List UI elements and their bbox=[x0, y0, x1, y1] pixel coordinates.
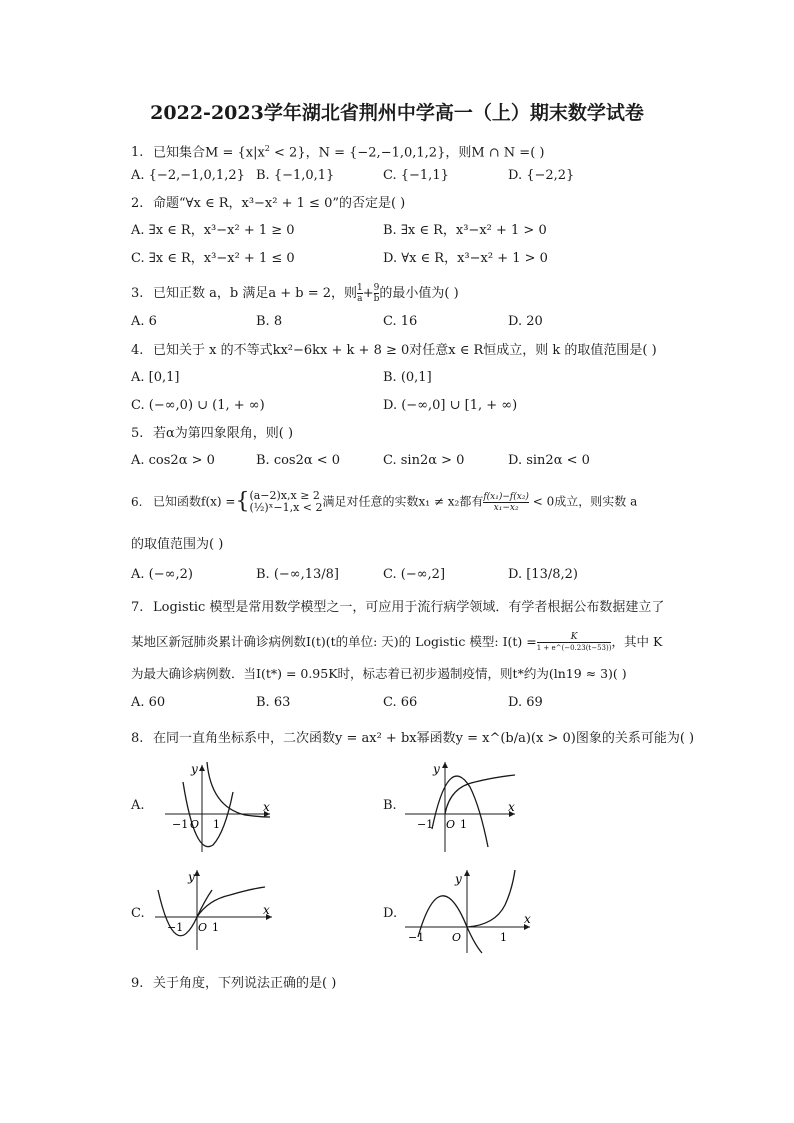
tick-1: 1 bbox=[212, 921, 219, 934]
option-a: A. 6 bbox=[131, 314, 157, 329]
graph-d bbox=[400, 865, 540, 955]
parabola-curve bbox=[432, 776, 488, 847]
origin-label: O bbox=[446, 818, 456, 831]
graph-option-d-label: D. bbox=[383, 906, 398, 921]
question-4: 4. 已知关于 x 的不等式kx²−6kx + k + 8 ≥ 0对任意x ∈ R恒成立，则 k 的取值范围是( ) bbox=[131, 343, 657, 358]
power-curve bbox=[445, 775, 515, 814]
option-c: C. {−1,1} bbox=[383, 168, 449, 183]
question-7-line-3: 为最大确诊病例数．当I(t*) = 0.95K时，标志着已初步遏制疫情，则t*约为(ln19 ≈ 3)( ) bbox=[131, 666, 627, 681]
x-label: x bbox=[524, 912, 531, 926]
brace: { bbox=[235, 489, 250, 514]
option-c: C. 16 bbox=[383, 314, 418, 329]
y-axis-arrow bbox=[194, 870, 200, 876]
fraction: $\frac{\text{f(x₁)−f(x₂)}}{\text{x₁−x₂}}$ bbox=[483, 491, 529, 513]
question-number: 1. bbox=[131, 145, 144, 161]
tick-1: 1 bbox=[213, 818, 220, 831]
option-a: A. {−2,−1,0,1,2} bbox=[131, 168, 245, 183]
question-number: 8. bbox=[131, 731, 144, 746]
graph-c bbox=[150, 865, 280, 955]
option-b: B. 8 bbox=[256, 314, 283, 329]
page-title: 2022-2023学年湖北省荆州中学高一（上）期末数学试卷 bbox=[150, 102, 644, 124]
y-axis-arrow bbox=[464, 870, 470, 876]
x-label: x bbox=[263, 903, 270, 917]
option-a: A. ∃x ∈ R，x³−x² + 1 ≥ 0 bbox=[131, 223, 295, 238]
question-7: 7. Logistic 模型是常用数学模型之一，可应用于流行病学领域．有学者根据公布数据建立了 bbox=[131, 600, 665, 615]
power-curve bbox=[197, 887, 265, 917]
question-2: 2. 命题“∀x ∈ R，x³−x² + 1 ≤ 0”的否定是( ) bbox=[131, 196, 406, 211]
question-8: 8. 在同一直角坐标系中，二次函数y = ax² + bx幂函数y = x^(b/a)(x > 0)图象的关系可能为( ) bbox=[131, 731, 695, 746]
option-b: B. 63 bbox=[256, 695, 291, 710]
option-a: A. [0,1] bbox=[131, 370, 180, 385]
question-number: 7. bbox=[131, 600, 144, 615]
question-number: 4. bbox=[131, 343, 144, 358]
tick-neg1: −1 bbox=[417, 818, 434, 831]
tick-neg1: −1 bbox=[172, 818, 189, 831]
option-b: B. ∃x ∈ R，x³−x² + 1 > 0 bbox=[383, 223, 547, 238]
question-6: 6. 已知函数f(x) ={ (a−2)x,x ≥ 2 (½)ˣ−1,x < 2 满足对任意的实数x₁ ≠ x₂都有 $\frac{\text{f(x₁)−f(x₂)}}{\text{x₁−x₂}}$ < 0成立，则实数 a bbox=[131, 489, 638, 514]
question-7-line-2: 某地区新冠肺炎累计确诊病例数I(t)(t的单位: 天)的 Logistic 模型: I(t) = $\frac{K}{1 + e\^{}(-0.23(t-53))}$ ，其中 K bbox=[131, 632, 663, 652]
option-d: D. (−∞,0] ∪ [1, + ∞) bbox=[383, 398, 518, 413]
option-d: D. sin2α < 0 bbox=[508, 453, 590, 468]
option-b: B. {−1,0,1} bbox=[256, 168, 335, 183]
tick-1: 1 bbox=[460, 818, 467, 831]
origin-label: O bbox=[190, 818, 200, 831]
graph-a bbox=[155, 757, 280, 857]
y-axis-arrow bbox=[199, 765, 205, 771]
option-c: C. ∃x ∈ R，x³−x² + 1 ≤ 0 bbox=[131, 251, 295, 266]
option-a: A. cos2α > 0 bbox=[131, 453, 215, 468]
power-curve bbox=[207, 762, 270, 817]
question-number: 3. bbox=[131, 286, 144, 301]
question-6-continued: 的取值范围为( ) bbox=[131, 537, 224, 552]
option-d: D. ∀x ∈ R，x³−x² + 1 > 0 bbox=[383, 251, 548, 266]
question-3: 3. 已知正数 a，b 满足a + b = 2，则 $\frac{1}{a}$ + $\frac{9}{b}$ 的最小值为( ) bbox=[131, 283, 459, 304]
y-label: y bbox=[191, 762, 198, 776]
tick-1: 1 bbox=[500, 931, 507, 944]
power-curve bbox=[467, 870, 515, 927]
question-9: 9. 关于角度，下列说法正确的是( ) bbox=[131, 976, 337, 991]
question-5: 5. 若α为第四象限角，则( ) bbox=[131, 426, 294, 441]
option-b: B. (0,1] bbox=[383, 370, 432, 385]
option-d: D. 20 bbox=[508, 314, 543, 329]
y-axis-arrow bbox=[442, 762, 448, 768]
option-c: C. 66 bbox=[383, 695, 418, 710]
option-c: C. (−∞,0) ∪ (1, + ∞) bbox=[131, 398, 265, 413]
fraction: $\frac{9}{b}$ bbox=[373, 283, 380, 304]
question-number: 6. bbox=[131, 494, 143, 509]
option-c: C. (−∞,2] bbox=[383, 567, 446, 582]
option-b: B. cos2α < 0 bbox=[256, 453, 341, 468]
y-label: y bbox=[188, 870, 195, 884]
graph-option-a-label: A. bbox=[131, 798, 145, 813]
x-label: x bbox=[263, 800, 270, 814]
x-label: x bbox=[508, 800, 515, 814]
option-d: D. [13/8,2) bbox=[508, 567, 578, 582]
option-a: A. 60 bbox=[131, 695, 166, 710]
fraction: $\frac{K}{1 + e\^{}(-0.23(t-53))}$ bbox=[536, 632, 612, 652]
graph-option-b-label: B. bbox=[383, 798, 397, 813]
question-number: 9. bbox=[131, 976, 144, 991]
y-label: y bbox=[433, 762, 440, 776]
option-a: A. (−∞,2) bbox=[131, 567, 193, 582]
origin-label: O bbox=[198, 921, 208, 934]
graph-option-c-label: C. bbox=[131, 906, 145, 921]
question-number: 2. bbox=[131, 196, 144, 211]
option-b: B. (−∞,13/8] bbox=[256, 567, 340, 582]
graph-b bbox=[400, 757, 525, 857]
parabola-curve bbox=[418, 896, 482, 953]
tick-neg1: −1 bbox=[408, 931, 425, 944]
origin-label: O bbox=[452, 931, 462, 944]
option-d: D. {−2,2} bbox=[508, 168, 575, 183]
option-d: D. 69 bbox=[508, 695, 543, 710]
tick-neg1: −1 bbox=[167, 921, 184, 934]
fraction: $\frac{1}{a}$ bbox=[357, 283, 363, 304]
question-number: 5. bbox=[131, 426, 144, 441]
question-1: 1. 已知集合$M = \{x|x^2 < 2\}$，N = {−2,−1,0,1,2}，则M ∩ N =( ) bbox=[131, 144, 545, 161]
option-c: C. sin2α > 0 bbox=[383, 453, 465, 468]
y-label: y bbox=[455, 872, 462, 886]
piecewise-cases: (a−2)x,x ≥ 2 (½)ˣ−1,x < 2 bbox=[249, 489, 323, 514]
